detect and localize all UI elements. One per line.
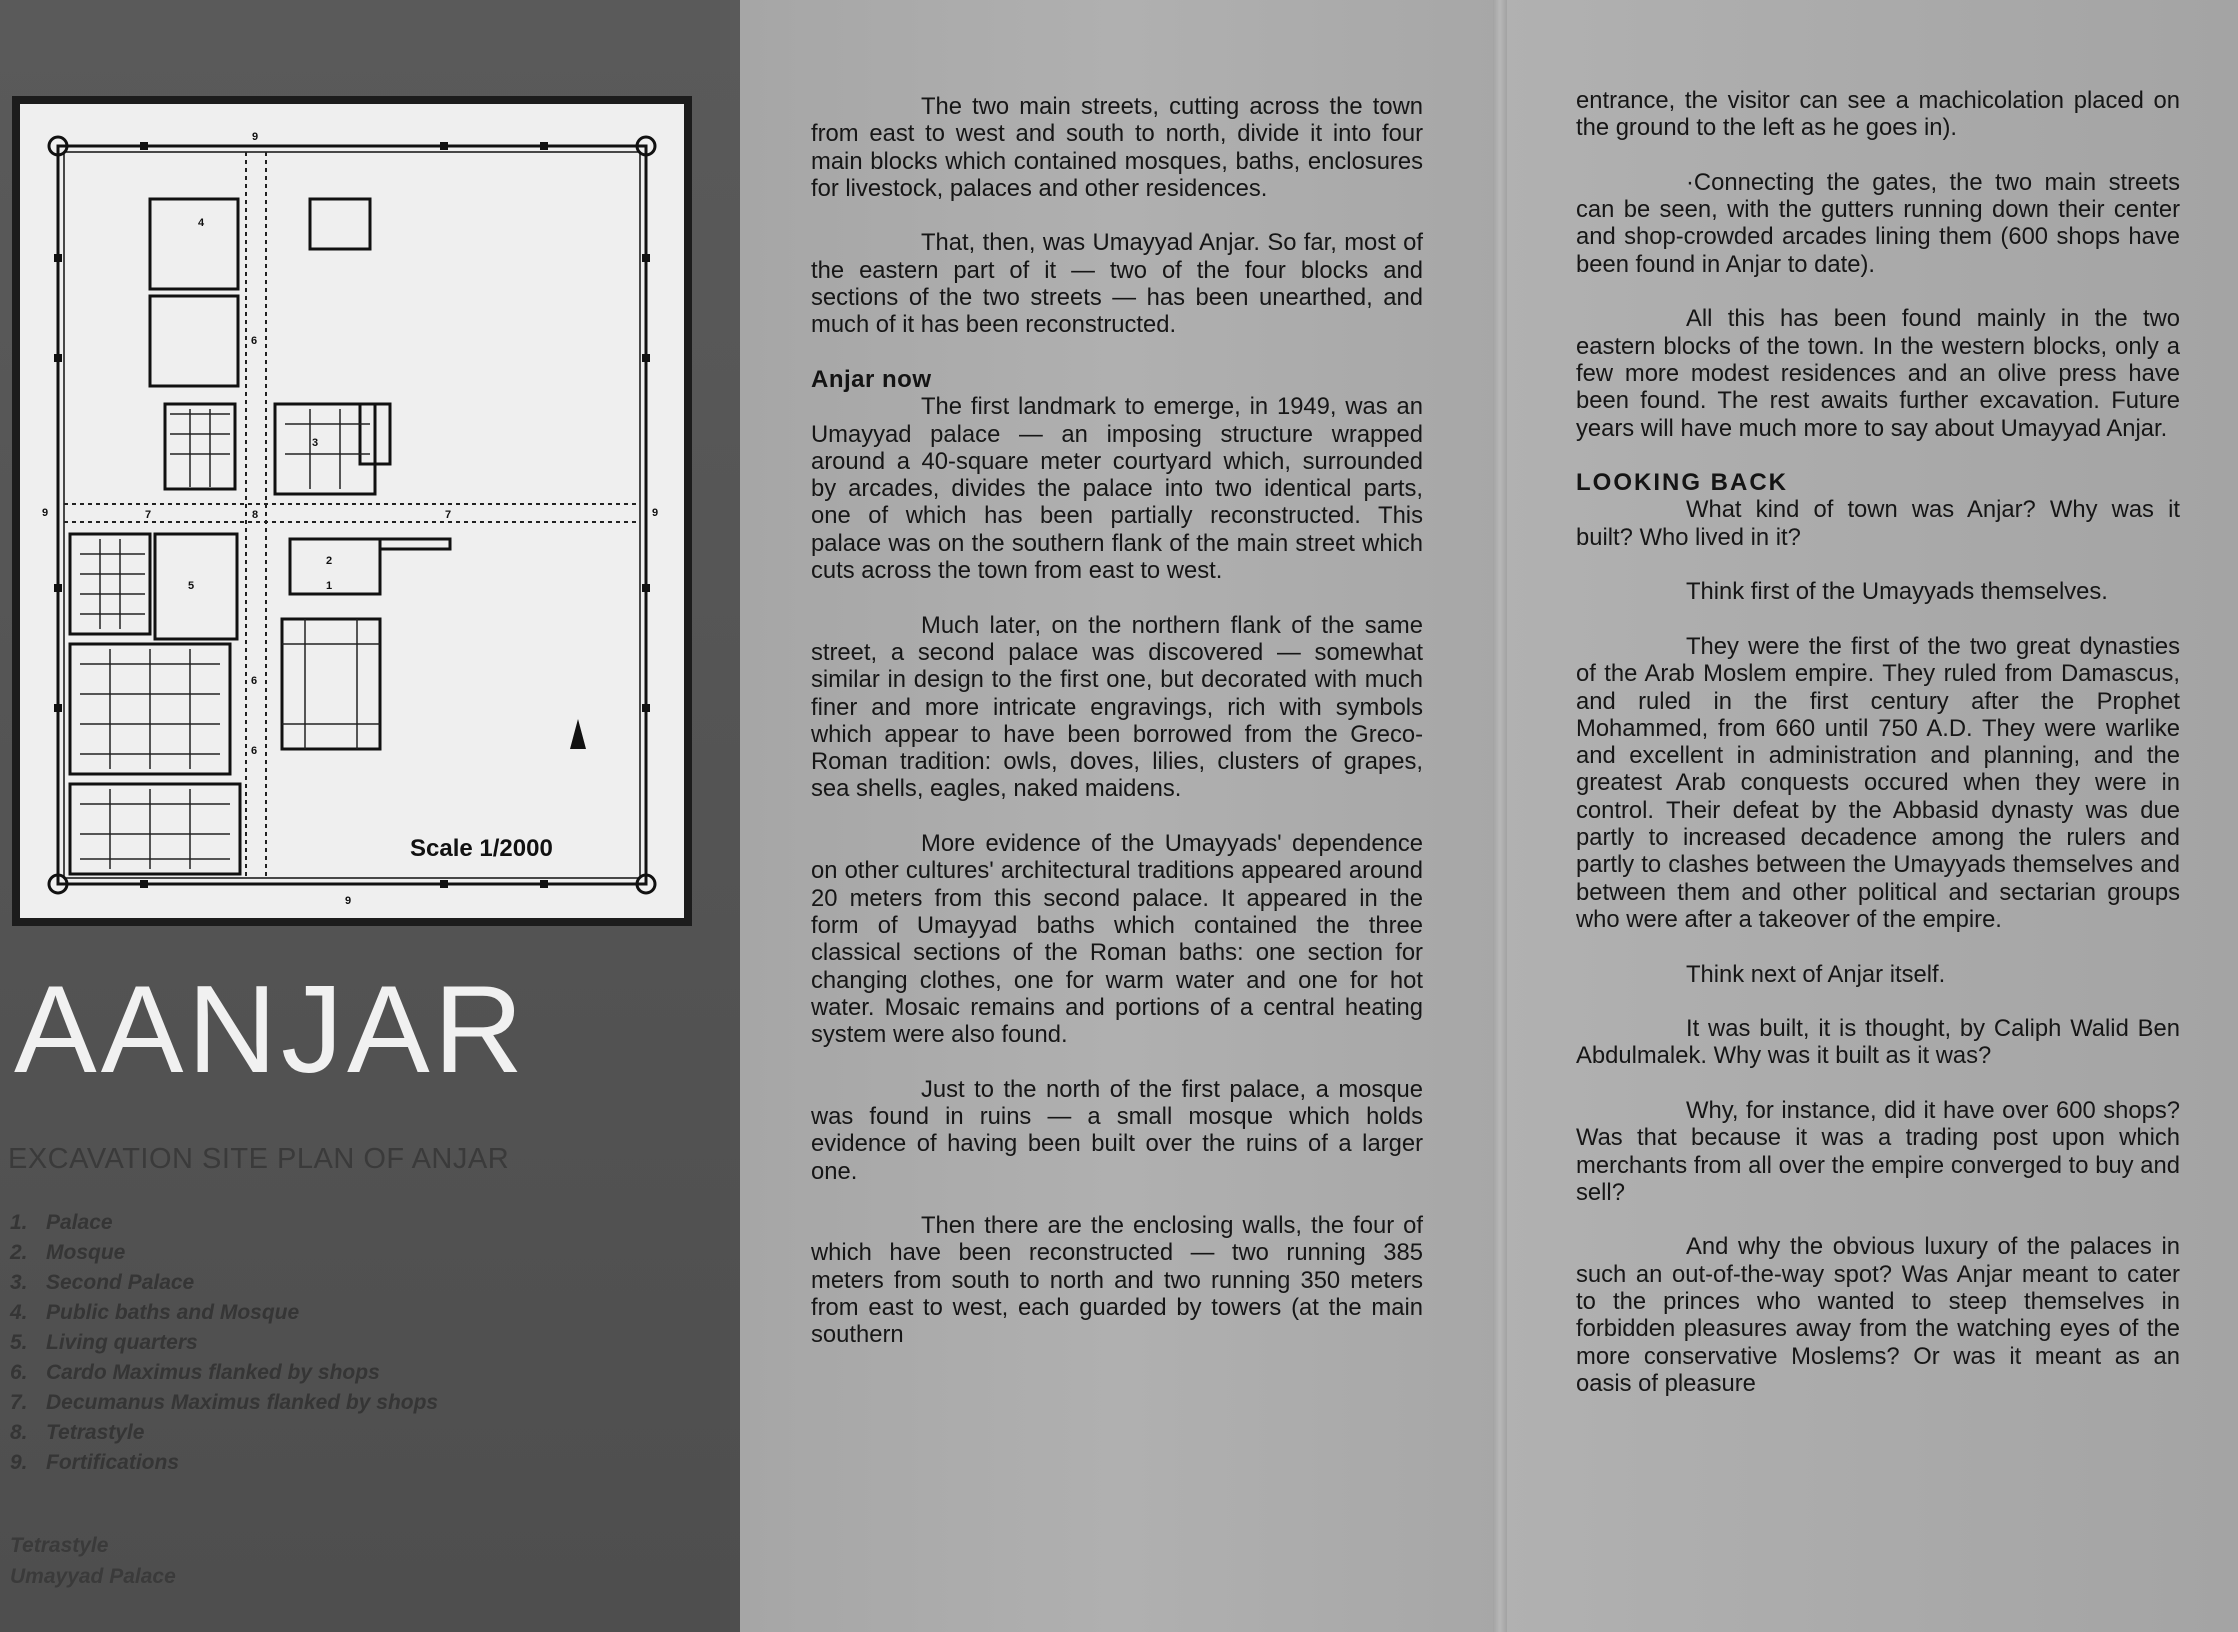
map-marker: 6	[251, 675, 258, 687]
umayyad-palace	[282, 619, 380, 749]
legend-item: 7. Decumanus Maximus flanked by shops	[10, 1391, 439, 1414]
legend-item: 5. Living quarters	[10, 1331, 198, 1354]
map-marker: 6	[251, 335, 258, 347]
paragraph: And why the obvious luxury of the palaces in such an out-of-the-way spot? Was Anjar meant to cater to the princes who wanted to steep themselves in forbidden pleasures away from the watching eyes of the more conservative Moslems? Or was it meant as an oasis of pleasure	[1576, 1233, 2180, 1397]
paragraph: Then there are the enclosing walls, the four of which have been reconstructed — two running 385 meters from south to north and two running 350 meters from east to west, each guarded by towers (at the main southern	[811, 1212, 1423, 1349]
living-quarters	[155, 534, 237, 639]
middle-text-column	[811, 93, 1423, 1349]
legend-item: 1. Palace	[10, 1211, 113, 1234]
map-marker: 9	[652, 507, 659, 519]
left-panel	[0, 0, 740, 1632]
paragraph: Much later, on the northern flank of the same street, a second palace was discovered — somewhat similar in design to the first one, but decorated with much finer and more intricate engravings, rich with symbols which appear to have been borrowed from the Greco-Roman tradition: owls, doves, lilies, clusters of grapes, sea shells, eagles, naked maidens.	[811, 611, 1423, 803]
legend-item: 3. Second Palace	[10, 1271, 195, 1294]
paragraph: That, then, was Umayyad Anjar. So far, most of the eastern part of it — two of the four blocks and sections of the two streets — has been unearthed, and much of it has been reconstructed.	[811, 229, 1423, 339]
map-marker: 9	[252, 131, 259, 143]
map-marker: 3	[312, 437, 319, 449]
map-marker: 8	[252, 509, 259, 521]
mosque	[290, 539, 380, 594]
section-heading-anjar-now: Anjar now	[811, 365, 932, 393]
paragraph: What kind of town was Anjar? Why was it built? Who lived in it?	[1576, 496, 2180, 551]
site-plan-map	[12, 96, 692, 926]
map-marker: 7	[145, 509, 152, 521]
map-marker: 9	[42, 507, 49, 519]
paragraph: Think next of Anjar itself.	[1686, 960, 1946, 988]
map-scale-label: Scale 1/2000	[410, 835, 553, 862]
map-marker: 7	[445, 509, 452, 521]
site-plan-drawing	[20, 104, 684, 918]
site-plan-heading: EXCAVATION SITE PLAN OF ANJAR	[8, 1143, 510, 1175]
map-marker: 4	[198, 217, 205, 229]
paragraph: The two main streets, cutting across the town from east to west and south to north, divide it into four main blocks which contained mosques, baths, enclosures for livestock, palaces and other residences.	[811, 93, 1423, 202]
legend-item: 8. Tetrastyle	[10, 1421, 145, 1444]
map-marker: 9	[345, 895, 352, 907]
page-fold	[1493, 0, 1507, 1632]
photo-captions	[10, 1530, 176, 1592]
block-north-west-a	[150, 199, 238, 289]
map-marker: 5	[188, 580, 195, 592]
north-arrow	[570, 719, 586, 749]
map-marker: 6	[251, 745, 258, 757]
paragraph: entrance, the visitor can see a machicolation placed on the ground to the left as he goes in).	[1576, 87, 2180, 142]
section-heading-looking-back: LOOKING BACK	[1576, 469, 1788, 497]
caption-tetrastyle: Tetrastyle	[10, 1534, 109, 1557]
paragraph: All this has been found mainly in the two eastern blocks of the town. In the western blocks, only a few more modest residences and an olive press have been found. The rest awaits further excavation. Future years will have much more to say about Umayyad Anjar.	[1576, 305, 2180, 442]
legend-item: 6. Cardo Maximus flanked by shops	[10, 1361, 380, 1384]
paragraph: Just to the north of the first palace, a mosque was found in ruins — a small mosque which holds evidence of having been built over the ruins of a larger one.	[811, 1075, 1423, 1185]
legend-item: 2. Mosque	[10, 1241, 126, 1264]
paragraph: Think first of the Umayyads themselves.	[1686, 578, 2108, 606]
map-marker: 2	[326, 555, 333, 567]
paragraph: They were the first of the two great dynasties of the Arab Moslem empire. They ruled from Damascus, and ruled in the first century after the Prophet Mohammed, from 660 until 750 A.D. They were warlike and excellent in administration and planning, and the greatest Arab conquests occured when they were in control. Their defeat by the Abbasid dynasty was due partly to increased decadence among the rulers and partly to clashes between the Umayyads themselves and between them and other political and sectarian groups who were after a takeover of the empire.	[1576, 632, 2180, 933]
paragraph: ·Connecting the gates, the two main streets can be seen, with the gutters running down their center and shop-crowded arcades lining them (600 shops have been found in Anjar to date).	[1576, 168, 2180, 278]
caption-umayyad-palace: Umayyad Palace	[10, 1565, 176, 1588]
legend-item: 4. Public baths and Mosque	[10, 1301, 300, 1324]
paragraph: More evidence of the Umayyads' dependence on other cultures' architectural traditions appeared around 20 meters from this second palace. It appeared in the form of Umayyad baths which contained the three classical sections of the Roman baths: one section for changing clothes, one for warm water and one for hot water. Mosaic remains and portions of a central heating system were also found.	[811, 830, 1423, 1049]
paragraph: The first landmark to emerge, in 1949, was an Umayyad palace — an imposing structure wrapped around a 40-square meter courtyard which, surrounded by arcades, divides the palace into two identical parts, one of which has been partially reconstructed. This palace was on the southern flank of the main street which cuts across the town from east to west.	[811, 393, 1423, 585]
site-plan-legend	[10, 1208, 438, 1478]
paragraph: It was built, it is thought, by Caliph Walid Ben Abdulmalek. Why was it built as it was?	[1576, 1015, 2180, 1070]
right-text-column	[1576, 87, 2180, 1397]
map-marker: 1	[326, 580, 333, 592]
page-title: AANJAR	[14, 961, 528, 1099]
legend-item: 9. Fortifications	[10, 1451, 180, 1474]
paragraph: Why, for instance, did it have over 600 shops? Was that because it was a trading post upon which merchants from all over the empire converged to buy and sell?	[1576, 1096, 2180, 1206]
